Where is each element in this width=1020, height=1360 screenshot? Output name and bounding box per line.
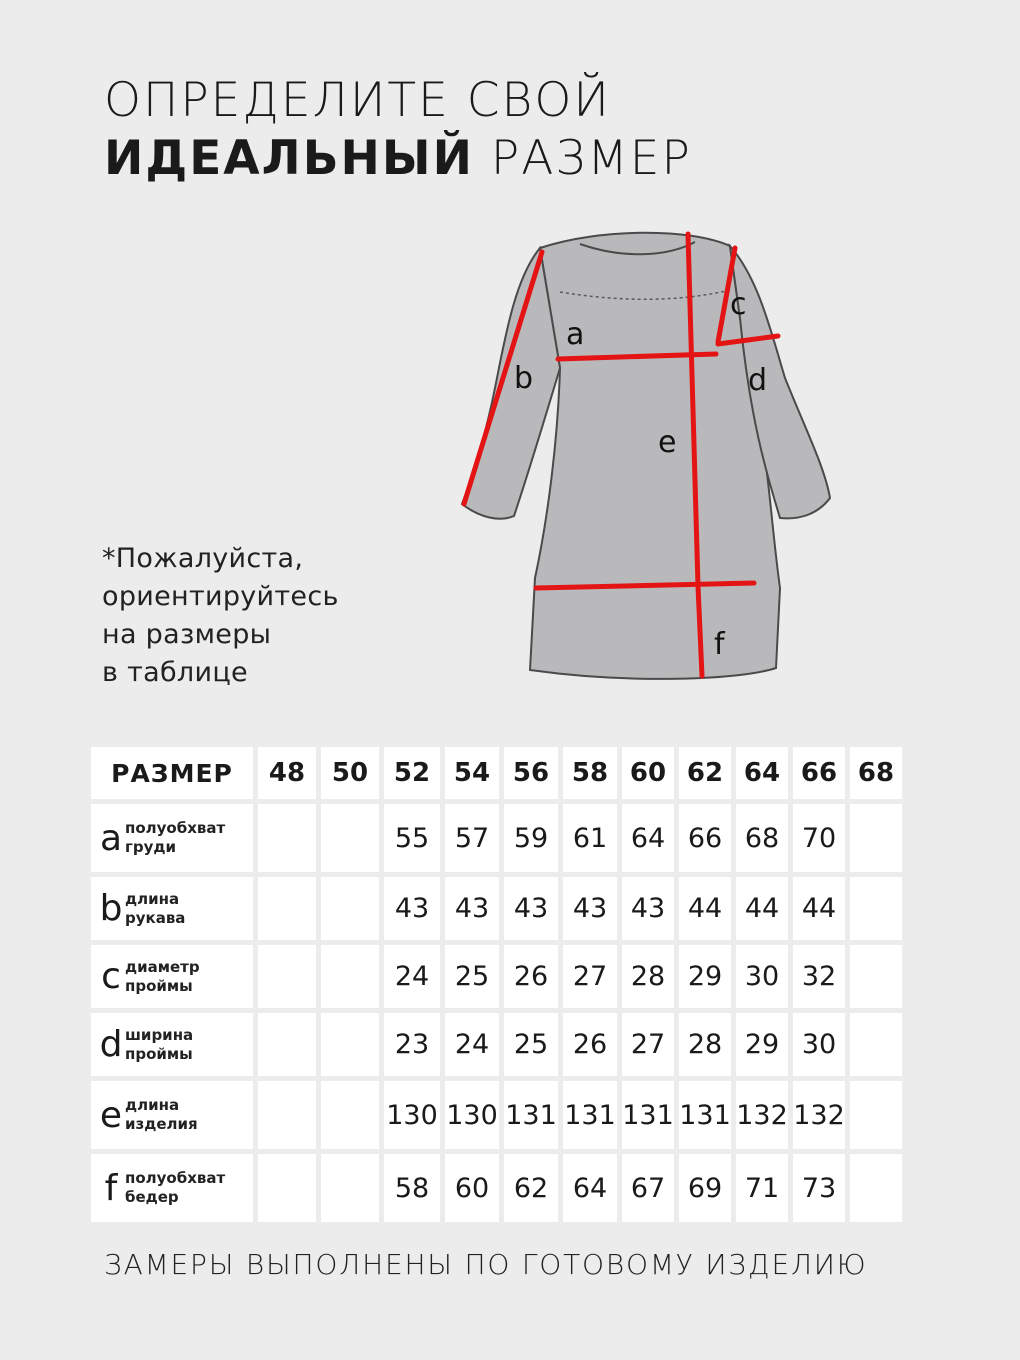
table-cell: 43 [563, 877, 617, 940]
table-cell [850, 804, 902, 872]
size-note [102, 540, 339, 692]
dress-diagram [440, 218, 860, 698]
table-cell: 70 [793, 804, 845, 872]
table-cell: 64 [622, 804, 674, 872]
table-cell [258, 1081, 316, 1149]
label-e: e [658, 425, 677, 460]
row-letter: e [99, 1094, 123, 1136]
table-cell: 32 [793, 945, 845, 1008]
table-row [91, 877, 902, 940]
table-cell: 130 [384, 1081, 440, 1149]
row-label [91, 945, 253, 1008]
table-cell: 43 [622, 877, 674, 940]
table-cell: 27 [622, 1013, 674, 1076]
table-cell: 43 [445, 877, 499, 940]
label-a: a [566, 317, 585, 352]
table-cell: 60 [445, 1154, 499, 1222]
table-cell: 26 [563, 1013, 617, 1076]
row-label [91, 804, 253, 872]
row-letter: c [101, 956, 121, 997]
table-cell: 62 [504, 1154, 558, 1222]
table-cell: 23 [384, 1013, 440, 1076]
table-cell [321, 877, 379, 940]
table-cell: 68 [736, 804, 788, 872]
page-title [104, 72, 692, 188]
table-row [91, 1154, 902, 1222]
row-description: ширина проймы [125, 1025, 194, 1063]
table-cell: 58 [384, 1154, 440, 1222]
table-cell [258, 945, 316, 1008]
table-cell: 29 [679, 945, 731, 1008]
size-header-cell: 58 [563, 747, 617, 799]
table-cell: 130 [445, 1081, 499, 1149]
table-cell [258, 804, 316, 872]
table-cell: 131 [504, 1081, 558, 1149]
table-cell: 28 [679, 1013, 731, 1076]
table-cell: 71 [736, 1154, 788, 1222]
table-row [91, 804, 902, 872]
table-cell [321, 804, 379, 872]
dress-illustration [440, 218, 860, 698]
size-header-cell: 64 [736, 747, 788, 799]
table-cell: 64 [563, 1154, 617, 1222]
size-header-cell: 50 [321, 747, 379, 799]
table-cell: 57 [445, 804, 499, 872]
table-cell [850, 1013, 902, 1076]
table-cell: 132 [793, 1081, 845, 1149]
table-row [91, 945, 902, 1008]
size-header-cell: 52 [384, 747, 440, 799]
table-cell: 131 [622, 1081, 674, 1149]
table-cell: 27 [563, 945, 617, 1008]
table-cell [850, 1081, 902, 1149]
table-cell: 28 [622, 945, 674, 1008]
row-label [91, 877, 253, 940]
row-letter: f [104, 1167, 118, 1209]
table-row [91, 1013, 902, 1076]
size-header-cell: 54 [445, 747, 499, 799]
table-cell: 66 [679, 804, 731, 872]
table-cell [850, 1154, 902, 1222]
size-header-cell: 68 [850, 747, 902, 799]
row-description: длина изделия [125, 1096, 198, 1133]
note-line: *Пожалуйста, [102, 543, 304, 574]
table-cell: 44 [793, 877, 845, 940]
row-description: длина рукава [125, 889, 186, 927]
table-cell: 132 [736, 1081, 788, 1149]
label-b: b [514, 361, 534, 396]
size-header-cell: 56 [504, 747, 558, 799]
table-cell: 131 [679, 1081, 731, 1149]
table-cell: 131 [563, 1081, 617, 1149]
footer-note: ЗАМЕРЫ ВЫПОЛНЕНЫ ПО ГОТОВОМУ ИЗДЕЛИЮ [104, 1248, 868, 1281]
size-header-cell: 48 [258, 747, 316, 799]
row-label [91, 1154, 253, 1222]
table-cell [258, 877, 316, 940]
size-header-label: РАЗМЕР [91, 747, 253, 799]
table-cell: 24 [445, 1013, 499, 1076]
row-description: полуобхват груди [125, 819, 226, 856]
label-c: c [730, 287, 747, 322]
title-line-2 [104, 130, 692, 188]
size-table [86, 742, 907, 1227]
table-cell: 25 [445, 945, 499, 1008]
table-cell [321, 1154, 379, 1222]
table-cell: 26 [504, 945, 558, 1008]
table-cell: 67 [622, 1154, 674, 1222]
table-cell [321, 945, 379, 1008]
note-line: на размеры [102, 619, 272, 650]
label-f: f [714, 627, 725, 662]
row-letter: d [99, 1024, 123, 1065]
note-line: в таблице [102, 657, 248, 688]
size-header-cell: 60 [622, 747, 674, 799]
table-cell: 73 [793, 1154, 845, 1222]
table-row [91, 1081, 902, 1149]
table-cell: 44 [736, 877, 788, 940]
table-cell: 24 [384, 945, 440, 1008]
table-header-row [91, 747, 902, 799]
note-line: ориентируйтесь [102, 581, 339, 612]
table-cell: 30 [736, 945, 788, 1008]
row-letter: a [99, 817, 123, 859]
title-bold-word: ИДЕАЛЬНЫЙ [104, 131, 474, 186]
table-cell: 44 [679, 877, 731, 940]
table-cell: 43 [504, 877, 558, 940]
table-cell: 29 [736, 1013, 788, 1076]
left-sleeve [462, 248, 560, 519]
table-cell: 55 [384, 804, 440, 872]
label-d: d [748, 363, 768, 398]
title-line-1: ОПРЕДЕЛИТЕ СВОЙ [104, 73, 611, 128]
table-cell: 59 [504, 804, 558, 872]
table-cell [258, 1013, 316, 1076]
table-cell: 61 [563, 804, 617, 872]
table-cell [850, 945, 902, 1008]
size-header-cell: 66 [793, 747, 845, 799]
table-cell: 30 [793, 1013, 845, 1076]
table-cell [850, 877, 902, 940]
row-description: диаметр проймы [125, 957, 200, 995]
row-letter: b [99, 888, 123, 929]
table-cell: 25 [504, 1013, 558, 1076]
row-label [91, 1081, 253, 1149]
row-label [91, 1013, 253, 1076]
table-cell [321, 1013, 379, 1076]
table-cell: 43 [384, 877, 440, 940]
table-cell [321, 1081, 379, 1149]
table-cell: 69 [679, 1154, 731, 1222]
title-rest: РАЗМЕР [473, 131, 692, 186]
table-cell [258, 1154, 316, 1222]
size-header-cell: 62 [679, 747, 731, 799]
row-description: полуобхват бедер [125, 1169, 226, 1206]
